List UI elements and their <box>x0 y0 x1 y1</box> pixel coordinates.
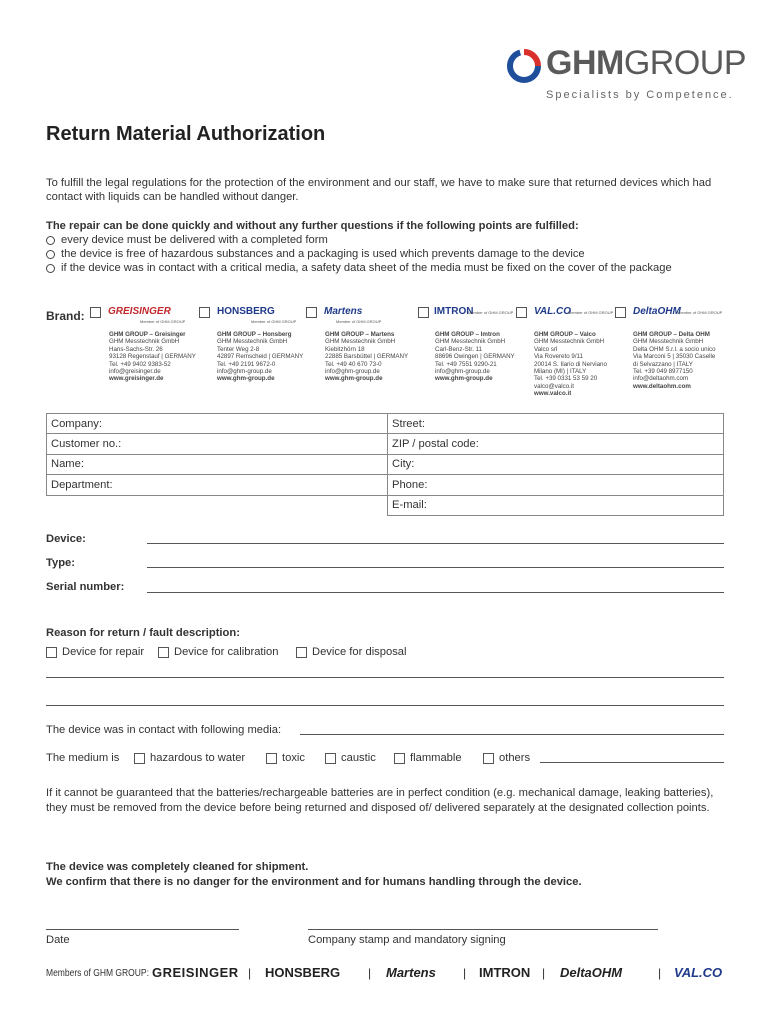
option-others[interactable]: others <box>483 752 530 764</box>
type-line[interactable] <box>147 567 724 568</box>
cleaned-text-1: The device was completely cleaned for shipment. <box>46 861 309 873</box>
footer-valco-logo: VAL.CO <box>674 965 723 980</box>
checkbox[interactable] <box>134 753 145 764</box>
bullet-circle-icon <box>46 264 55 273</box>
brand-label: Brand: <box>46 309 85 323</box>
reason-heading: Reason for return / fault description: <box>46 627 240 639</box>
checkbox[interactable] <box>266 753 277 764</box>
checkbox[interactable] <box>483 753 494 764</box>
checkbox[interactable] <box>394 753 405 764</box>
footer-greisinger-logo: GREISINGER <box>152 965 239 980</box>
device-line[interactable] <box>147 543 724 544</box>
city-field[interactable]: City: <box>388 454 724 474</box>
brand-checkbox[interactable] <box>418 307 429 318</box>
date-line[interactable] <box>46 929 239 930</box>
date-label: Date <box>46 934 70 946</box>
footer-members <box>46 965 736 983</box>
member-tag: Member of GHM GROUP <box>251 319 297 324</box>
serial-line[interactable] <box>147 592 724 593</box>
company-field[interactable]: Company: <box>47 414 388 434</box>
tagline: Specialists by Competence. <box>546 89 734 101</box>
bullet-circle-icon <box>46 250 55 259</box>
address-valco: GHM GROUP – Valco GHM Messtechnik GmbH Valco srl Via Rovereto 9/11 20014 S. Ilario di Nerviano Milano (MI) | ITALY Tel. +39 0331 53 59 20 valco@valco.it www.valco.it <box>534 331 607 398</box>
empty-cell <box>47 495 388 515</box>
conditions-heading: The repair can be done quickly and without any further questions if the following points are fulfilled: <box>46 220 579 232</box>
brand-checkbox[interactable] <box>516 307 527 318</box>
batteries-text: If it cannot be guaranteed that the batteries/rechargeable batteries are in perfect condition (e.g. mechanical damage, leaking batteries), they must be removed from the device before being returned and disposed of/ delivered separately at the designated collection points. <box>46 787 714 814</box>
checkbox[interactable] <box>325 753 336 764</box>
ghm-logo <box>506 44 747 104</box>
street-field[interactable]: Street: <box>388 414 724 434</box>
page-title: Return Material Authorization <box>46 123 326 145</box>
separator: | <box>463 966 467 980</box>
separator: | <box>658 966 662 980</box>
address-greisinger: GHM GROUP – Greisinger GHM Messtechnik GmbH Hans-Sachs-Str. 26 93128 Regenstauf | GERMANY Tel. +49 9402 9383-52 info@greisinger.de www.greisinger.de <box>109 331 196 383</box>
deltaohm-logo: DeltaOHM <box>633 306 681 317</box>
member-tag: Member of GHM GROUP <box>568 310 614 315</box>
cleaned-text-2: We confirm that there is no danger for the environment and for humans handling through the device. <box>46 876 582 888</box>
checkbox[interactable] <box>296 647 307 658</box>
separator: | <box>368 966 372 980</box>
valco-logo: VAL.CO <box>534 306 572 317</box>
footer-deltaohm-logo: DeltaOHM <box>560 965 623 980</box>
name-field[interactable]: Name: <box>47 454 388 474</box>
checkbox[interactable] <box>46 647 57 658</box>
brand-checkbox[interactable] <box>90 307 101 318</box>
address-honsberg: GHM GROUP – Honsberg GHM Messtechnik GmbH Tenter Weg 2-8 42897 Remscheid | GERMANY Tel. +49 2191 9672-0 info@ghm-group.de www.ghm-group.de <box>217 331 304 383</box>
condition-item: the device is free of hazardous substances and a packaging is used which prevents damage to the device <box>46 247 746 261</box>
fault-line-2[interactable] <box>46 705 724 706</box>
condition-item: every device must be delivered with a completed form <box>46 233 746 247</box>
logo-bold: GHM <box>546 44 624 82</box>
address-imtron: GHM GROUP – Imtron GHM Messtechnik GmbH Carl-Benz-Str. 11 88696 Owingen | GERMANY Tel. +49 7551 9290-21 info@ghm-group.de www.ghm-group.de <box>435 331 515 383</box>
option-caustic[interactable]: caustic <box>325 752 376 764</box>
media-line[interactable] <box>300 734 724 735</box>
greisinger-logo: GREISINGER <box>108 306 171 317</box>
email-field[interactable]: E-mail: <box>388 495 724 515</box>
device-label: Device: <box>46 533 86 545</box>
medium-label: The medium is <box>46 752 120 764</box>
media-contact-label: The device was in contact with following media: <box>46 724 282 736</box>
customer-no-field[interactable]: Customer no.: <box>47 434 388 454</box>
serial-label: Serial number: <box>46 581 125 593</box>
address-martens: GHM GROUP – Martens GHM Messtechnik GmbH Kiebitzhörn 18 22885 Barsbüttel | GERMANY Tel. +49 40 670 73-0 info@ghm-group.de www.ghm-group.de <box>325 331 409 383</box>
conditions-list <box>46 233 746 275</box>
imtron-logo: IMTRON <box>434 306 474 317</box>
footer-honsberg-logo: HONSBERG <box>265 965 341 980</box>
option-disposal[interactable]: Device for disposal <box>296 646 407 658</box>
zip-field[interactable]: ZIP / postal code: <box>388 434 724 454</box>
footer-martens-logo: Martens <box>386 965 436 980</box>
brand-checkbox[interactable] <box>615 307 626 318</box>
martens-logo: Martens <box>324 306 363 317</box>
option-flammable[interactable]: flammable <box>394 752 462 764</box>
fault-line-1[interactable] <box>46 677 724 678</box>
option-repair[interactable]: Device for repair <box>46 646 144 658</box>
stamp-line[interactable] <box>308 929 658 930</box>
intro-text: To fulfill the legal regulations for the protection of the environment and our staff, we have to make sure that returned devices which had contact with liquids can be handled without danger. <box>46 177 712 203</box>
member-tag: Member of GHM GROUP <box>677 310 723 315</box>
contact-form <box>46 413 724 516</box>
department-field[interactable]: Department: <box>47 475 388 495</box>
type-label: Type: <box>46 557 76 569</box>
brand-checkbox[interactable] <box>199 307 210 318</box>
member-tag: Member of GHM GROUP <box>336 319 382 324</box>
bullet-circle-icon <box>46 236 55 245</box>
honsberg-logo: HONSBERG <box>217 306 275 317</box>
checkbox[interactable] <box>158 647 169 658</box>
separator: | <box>542 966 546 980</box>
phone-field[interactable]: Phone: <box>388 475 724 495</box>
member-tag: Member of GHM GROUP <box>468 310 514 315</box>
brand-checkbox[interactable] <box>306 307 317 318</box>
others-line[interactable] <box>540 762 724 763</box>
separator: | <box>248 966 252 980</box>
footer-imtron-logo: IMTRON <box>479 965 531 980</box>
option-calibration[interactable]: Device for calibration <box>158 646 278 658</box>
stamp-label: Company stamp and mandatory signing <box>308 934 506 946</box>
logo-wordmark <box>546 44 746 83</box>
option-hazardous[interactable]: hazardous to water <box>134 752 245 764</box>
logo-thin: GROUP <box>623 44 747 82</box>
condition-item: if the device was in contact with a critical media, a safety data sheet of the media must be fixed on the cover of the package <box>46 261 746 275</box>
members-label: Members of GHM GROUP: <box>46 968 149 979</box>
ghm-ring-icon <box>506 48 542 84</box>
option-toxic[interactable]: toxic <box>266 752 305 764</box>
member-tag: Member of GHM GROUP <box>140 319 186 324</box>
address-deltaohm: GHM GROUP – Delta OHM GHM Messtechnik GmbH Delta OHM S.r.l. a socio unico Via Marconi 5 | 35030 Caselle di Selvazzano | ITALY Tel. +39 049 8977150 info@deltaohm.com www.deltaohm.com <box>633 331 716 390</box>
